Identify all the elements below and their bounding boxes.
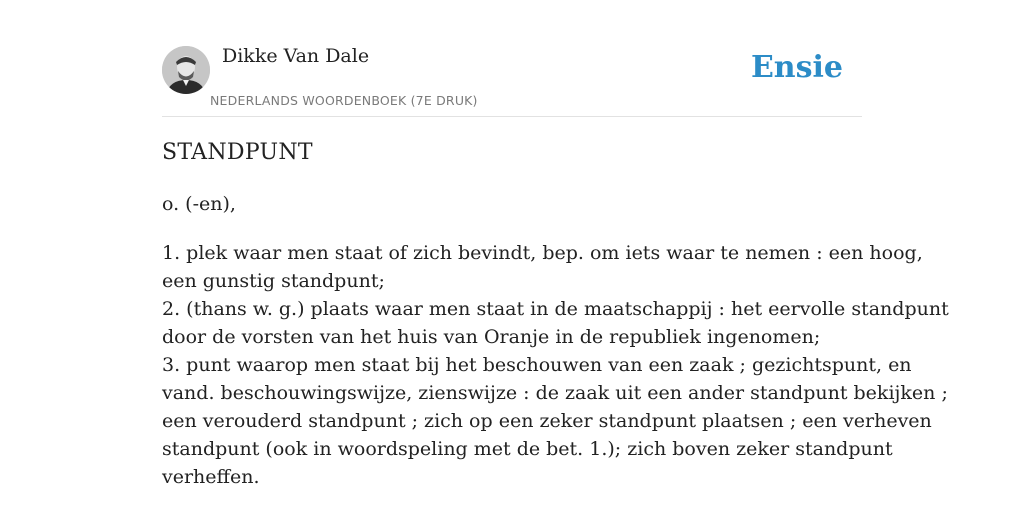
definition-line: een verouderd standpunt ; zich op een zeker standpunt plaatsen ; een verheven (162, 410, 932, 432)
author-avatar[interactable] (162, 46, 210, 94)
definition-line: vand. beschouwingswijze, zienswijze : de zaak uit een ander standpunt bekijken ; (162, 382, 948, 404)
definition-line: standpunt (ook in woordspeling met de bet. 1.); zich boven zeker standpunt (162, 438, 893, 460)
entry-grammar: o. (-en), (162, 193, 236, 215)
definition-line: 1. plek waar men staat of zich bevindt, bep. om iets waar te nemen : een hoog, (162, 242, 923, 264)
definition-line: een gunstig standpunt; (162, 270, 385, 292)
definition-line: verheffen. (162, 466, 260, 488)
definition-line: door de vorsten van het huis van Oranje in de republiek ingenomen; (162, 326, 821, 348)
brand-logo[interactable]: Ensie (750, 50, 843, 85)
definition-line: 3. punt waarop men staat bij het beschouwen van een zaak ; gezichtspunt, en (162, 354, 912, 376)
author-name[interactable]: Dikke Van Dale (222, 45, 370, 67)
source-title[interactable]: NEDERLANDS WOORDENBOEK (7E DRUK) (210, 93, 478, 108)
entry-definitions (162, 239, 949, 491)
entry-term: STANDPUNT (162, 140, 313, 165)
header (162, 0, 862, 117)
author-portrait-icon (162, 46, 210, 94)
definition-line: 2. (thans w. g.) plaats waar men staat in de maatschappij : het eervolle standpunt (162, 298, 949, 320)
